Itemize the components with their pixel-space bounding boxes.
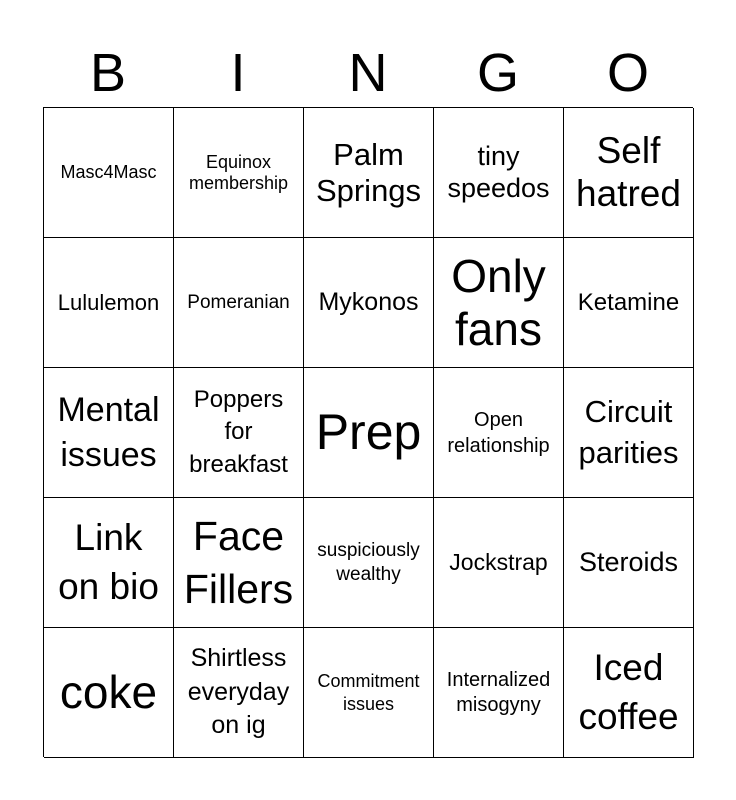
bingo-cell-text: coke bbox=[59, 666, 158, 719]
bingo-cell[interactable] bbox=[564, 238, 694, 368]
bingo-cell[interactable] bbox=[564, 108, 694, 238]
bingo-cell[interactable] bbox=[174, 238, 304, 368]
bingo-cell-text: Masc4Masc bbox=[60, 162, 157, 183]
bingo-cell[interactable] bbox=[304, 108, 434, 238]
bingo-cell[interactable] bbox=[174, 368, 304, 498]
bingo-cell[interactable] bbox=[174, 108, 304, 238]
header-letter-i: I bbox=[230, 43, 246, 103]
bingo-cell-text: Jockstrap bbox=[449, 549, 548, 576]
bingo-cell-text: Mental issues bbox=[57, 391, 160, 474]
bingo-cell[interactable] bbox=[44, 628, 174, 758]
bingo-cell-text: Steroids bbox=[578, 546, 679, 577]
bingo-cell[interactable] bbox=[434, 238, 564, 368]
header-letter-b: B bbox=[89, 43, 127, 103]
bingo-cell-text: Mykonos bbox=[318, 288, 419, 317]
bingo-cell-text: Shirtless everyday on ig bbox=[187, 643, 290, 740]
bingo-cell-text: Face Fillers bbox=[183, 513, 294, 612]
header-letter-g: G bbox=[476, 43, 519, 103]
bingo-cell-text: Prep bbox=[315, 403, 422, 460]
bingo-cell-text: Self hatred bbox=[576, 129, 681, 214]
bingo-cell[interactable] bbox=[44, 498, 174, 628]
bingo-cell[interactable] bbox=[304, 368, 434, 498]
bingo-cell-text: Internalized misogyny bbox=[446, 668, 551, 716]
bingo-cell[interactable] bbox=[564, 368, 694, 498]
bingo-cell[interactable] bbox=[564, 628, 694, 758]
bingo-cell[interactable] bbox=[174, 498, 304, 628]
bingo-cell[interactable] bbox=[304, 238, 434, 368]
bingo-cell[interactable] bbox=[44, 108, 174, 238]
bingo-cell[interactable] bbox=[434, 108, 564, 238]
bingo-header bbox=[43, 40, 693, 106]
bingo-cell[interactable] bbox=[434, 628, 564, 758]
bingo-cell-text: Poppers for breakfast bbox=[189, 385, 288, 478]
bingo-cell-text: Open relationship bbox=[447, 408, 550, 457]
bingo-board bbox=[43, 107, 693, 757]
bingo-cell[interactable] bbox=[304, 498, 434, 628]
bingo-cell-text: Lululemon bbox=[57, 289, 160, 315]
bingo-cell-text: Equinox membership bbox=[188, 151, 289, 193]
bingo-cell-text: Pomeranian bbox=[187, 291, 290, 313]
bingo-cell[interactable] bbox=[304, 628, 434, 758]
bingo-cell[interactable] bbox=[174, 628, 304, 758]
header-letter-o: O bbox=[606, 43, 649, 103]
header-letter-n: N bbox=[348, 43, 388, 103]
bingo-cell-text: Link on bio bbox=[58, 517, 159, 607]
bingo-cell[interactable] bbox=[44, 368, 174, 498]
bingo-cell[interactable] bbox=[434, 368, 564, 498]
bingo-cell-text: Commitment issues bbox=[317, 671, 420, 714]
bingo-cell-text: Circuit parities bbox=[578, 394, 679, 470]
bingo-cell[interactable] bbox=[44, 238, 174, 368]
bingo-cell[interactable] bbox=[564, 498, 694, 628]
bingo-cell-text: Only fans bbox=[451, 249, 546, 355]
bingo-cell[interactable] bbox=[434, 498, 564, 628]
bingo-cell-text: Palm Springs bbox=[315, 136, 422, 208]
bingo-cell-text: tiny speedos bbox=[447, 141, 550, 203]
bingo-cell-text: Ketamine bbox=[577, 288, 680, 316]
bingo-cell-text: suspiciously wealthy bbox=[317, 539, 420, 585]
bingo-cell-text: Iced coffee bbox=[578, 647, 679, 737]
